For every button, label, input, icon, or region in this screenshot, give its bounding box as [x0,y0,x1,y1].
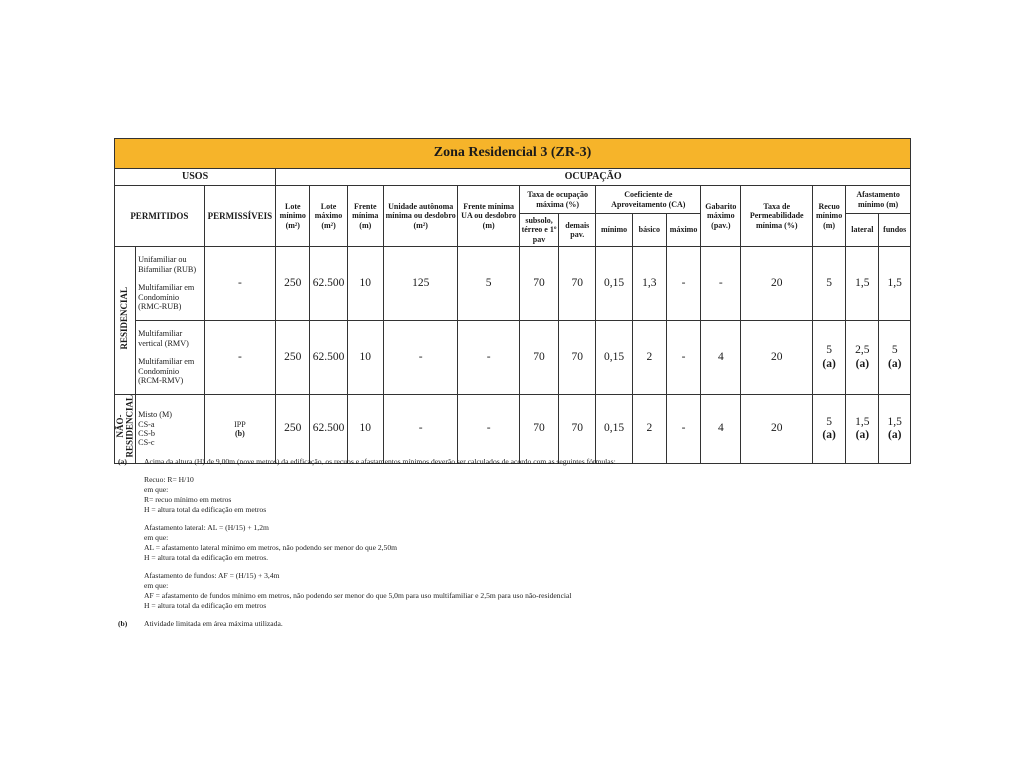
recuo-formula: Recuo: R= H/10 [144,475,194,485]
afastamento-fundos: 5 (a) [879,321,911,395]
permissivel: IPP (b) [204,395,276,464]
afastamento-lateral: 2,5 (a) [846,321,879,395]
lateral-header: lateral [846,214,879,247]
ca-basico: 1,3 [632,247,666,321]
group-nao-residencial: NÃO- RESIDENCIAL [115,395,136,464]
note-b-text: Atividade limitada em área máxima utilizada. [144,619,283,629]
group-residencial: RESIDENCIAL [115,247,136,395]
fundos-header: fundos [879,214,911,247]
r-definition: R= recuo mínimo em metros [144,495,232,505]
em-que-label: em que: [144,581,169,591]
note-a-mark: (a) [118,457,127,466]
gabarito-header: Gabarito máximo (pav.) [701,186,741,247]
taxa-subsolo: 70 [519,247,558,321]
h-definition: H = altura total da edificação em metros [144,505,267,515]
al-formula: Afastamento lateral: AL = (H/15) + 1,2m [144,523,269,533]
permeabilidade: 20 [741,395,813,464]
frente-ua: 5 [458,247,519,321]
afastamento-fundos: 1,5 [879,247,911,321]
usos-header: USOS [115,169,276,186]
lote-max-header: Lote máximo (m²) [310,186,347,247]
unidade-autonoma: - [383,395,458,464]
table-row [115,395,911,464]
footnotes [114,457,914,629]
taxa-subsolo: 70 [519,321,558,395]
al-definition: AL = afastamento lateral mínimo em metros, não podendo ser menor do que 2,50m [144,543,398,553]
fundos-formula-block [114,571,914,611]
permitidos-header: PERMITIDOS [115,186,205,247]
ca-minimo-header: mínimo [596,214,632,247]
afastamento-fundos: 1,5 (a) [879,395,911,464]
uso-permitido: Unifamiliar ou Bifamiliar (RUB) Multifamiliar em Condomínio (RMC-RUB) [136,247,205,321]
frente-min-header: Frente mínima (m) [347,186,383,247]
recuo: 5 (a) [812,321,845,395]
ca-maximo: - [666,321,700,395]
permissiveis-header: PERMISSÍVEIS [204,186,276,247]
note-a [114,457,914,467]
af-formula: Afastamento de fundos: AF = (H/15) + 3,4m [144,571,280,581]
note-b-mark: (b) [118,619,128,629]
ca-maximo: - [666,247,700,321]
ocupacao-header: OCUPAÇÃO [276,169,911,186]
lote-min: 250 [276,247,310,321]
ca-maximo: - [666,395,700,464]
frente-ua-header: Frente mínima UA ou desdobro (m) [458,186,519,247]
subsolo-header: subsolo, térreo e 1º pav [519,214,558,247]
permeabilidade: 20 [741,247,813,321]
af-definition: AF = afastamento de fundos mínimo em metros, não podendo ser menor do que 5,0m para uso multifamiliar e 2,5m para uso não-residencial [144,591,572,601]
frente-min: 10 [347,321,383,395]
h-definition: H = altura total da edificação em metros [144,601,267,611]
unidade-autonoma: 125 [383,247,458,321]
frente-min: 10 [347,395,383,464]
ca-minimo: 0,15 [596,247,632,321]
lote-max: 62.500 [310,395,347,464]
table-row [115,247,911,321]
taxa-demais: 70 [559,395,596,464]
ca-minimo: 0,15 [596,395,632,464]
recuo: 5 [812,247,845,321]
note-a-text: Acima da altura (H) de 9,00m (nove metros) da edificação, os recuos e afastamentos mínimos deverão ser calculados de acordo com as seguintes fórmulas: [144,457,616,466]
unidade-autonoma-header: Unidade autônoma mínima ou desdobro (m²) [383,186,458,247]
ca-basico-header: básico [632,214,666,247]
frente-min: 10 [347,247,383,321]
recuo-header: Recuo mínimo (m) [812,186,845,247]
uso-permitido: Misto (M) CS-a CS-b CS-c [136,395,205,464]
demais-header: demais pav. [559,214,596,247]
lote-max: 62.500 [310,321,347,395]
lote-min: 250 [276,321,310,395]
table-row [115,321,911,395]
note-b [114,619,914,629]
gabarito: 4 [701,321,741,395]
permissivel: - [204,321,276,395]
coeficiente-header: Coeficiente de Aproveitamento (CA) [596,186,701,214]
frente-ua: - [458,321,519,395]
afastamento-lateral: 1,5 [846,247,879,321]
gabarito: - [701,247,741,321]
ca-minimo: 0,15 [596,321,632,395]
zoning-table-sheet [114,138,911,464]
ca-maximo-header: máximo [666,214,700,247]
frente-ua: - [458,395,519,464]
permeabilidade: 20 [741,321,813,395]
em-que-label: em que: [144,485,169,495]
h-definition: H = altura total da edificação em metros. [144,553,269,563]
table-title: Zona Residencial 3 (ZR-3) [115,139,911,169]
permeabilidade-header: Taxa de Permeabilidade mínima (%) [741,186,813,247]
afastamento-lateral: 1,5 (a) [846,395,879,464]
recuo: 5 (a) [812,395,845,464]
recuo-formula-block [114,475,914,515]
taxa-demais: 70 [559,247,596,321]
ca-basico: 2 [632,395,666,464]
taxa-subsolo: 70 [519,395,558,464]
taxa-demais: 70 [559,321,596,395]
em-que-label: em que: [144,533,169,543]
uso-permitido: Multifamiliar vertical (RMV) Multifamiliar em Condomínio (RCM-RMV) [136,321,205,395]
gabarito: 4 [701,395,741,464]
lote-min: 250 [276,395,310,464]
lote-min-header: Lote mínimo (m²) [276,186,310,247]
taxa-ocupacao-header: Taxa de ocupação máxima (%) [519,186,596,214]
lateral-formula-block [114,523,914,563]
afastamento-header: Afastamento mínimo (m) [846,186,911,214]
lote-max: 62.500 [310,247,347,321]
unidade-autonoma: - [383,321,458,395]
zoning-table [114,138,911,464]
permissivel: - [204,247,276,321]
ca-basico: 2 [632,321,666,395]
